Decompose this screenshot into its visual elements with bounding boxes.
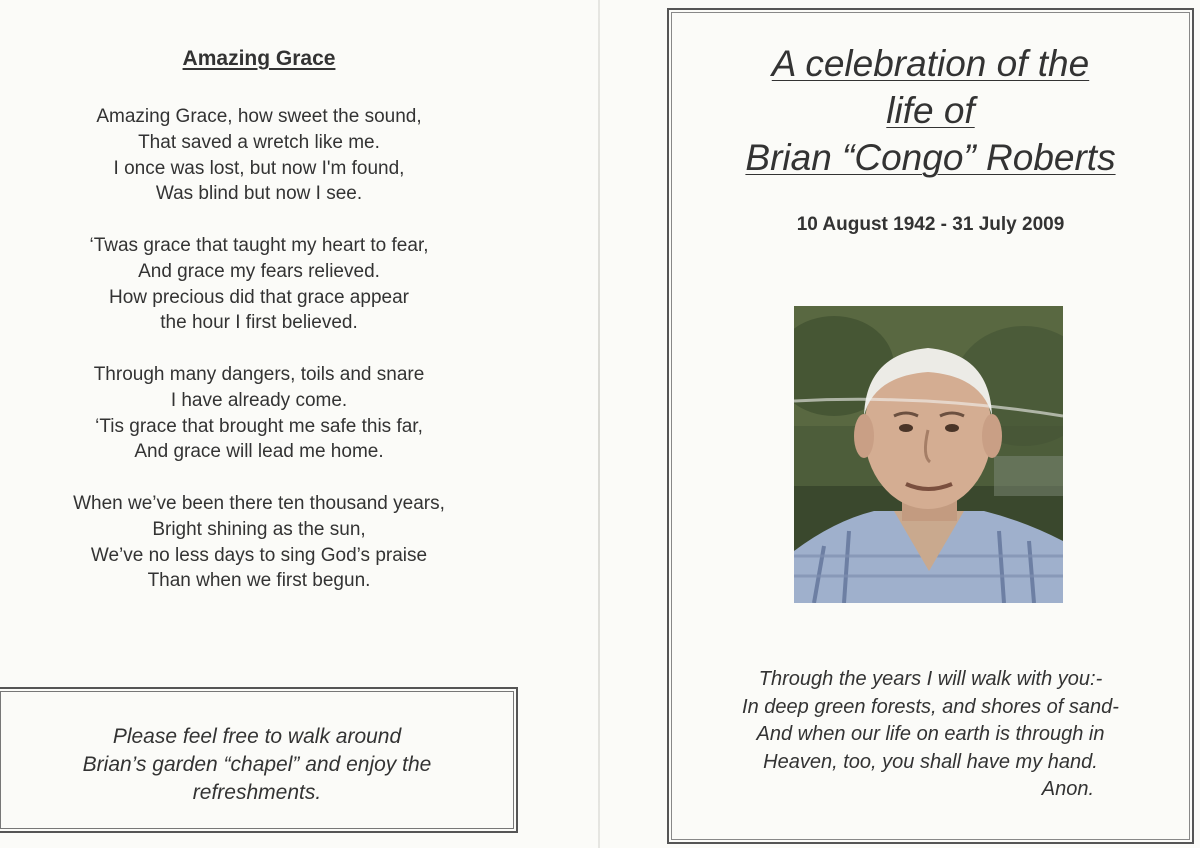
lyric-line: We’ve no less days to sing God’s praise — [90, 544, 428, 566]
lyric-line: How precious did that grace appear — [109, 286, 409, 308]
lyric-line: ‘Twas grace that taught my heart to fear, — [89, 234, 429, 256]
lyric-line: Was blind but now I see. — [155, 183, 363, 205]
portrait-photo — [794, 306, 1063, 603]
hymn-verse-1 — [0, 104, 518, 207]
lyric-line: ‘Tis grace that brought me safe this far, — [95, 415, 423, 437]
cover-title-line: life of — [886, 90, 975, 131]
lyric-line: I once was lost, but now I'm found, — [113, 157, 405, 179]
cover-title-line: A celebration of the — [771, 43, 1090, 84]
lyric-line: the hour I first believed. — [160, 312, 358, 334]
lyric-line: Bright shining as the sun, — [152, 518, 366, 540]
notice-line: refreshments. — [192, 781, 322, 804]
notice-line: Brian’s garden “chapel” and enjoy the — [82, 753, 432, 776]
hymn-lyrics — [0, 104, 518, 620]
memorial-poem — [667, 666, 1194, 804]
hymn-verse-2 — [0, 233, 518, 336]
hymn-title: Amazing Grace — [182, 47, 336, 70]
lyric-line: I have already come. — [170, 389, 348, 411]
lyric-line: That saved a wretch like me. — [138, 131, 380, 153]
poem-line: In deep green forests, and shores of sand- — [742, 695, 1119, 718]
portrait-illustration — [794, 306, 1063, 603]
lyric-line: Through many dangers, toils and snare — [93, 363, 425, 385]
notice-box — [0, 687, 518, 833]
notice-text — [0, 723, 516, 807]
poem-line: And when our life on earth is through in — [756, 723, 1105, 745]
life-dates: 10 August 1942 - 31 July 2009 — [796, 214, 1065, 235]
poem-author: Anon. — [1041, 778, 1094, 800]
lyric-line: Than when we first begun. — [147, 570, 371, 592]
lyric-line: Amazing Grace, how sweet the sound, — [96, 106, 422, 127]
page-fold — [598, 0, 600, 848]
cover-title-line: Brian “Congo” Roberts — [745, 137, 1116, 178]
cover-title — [667, 40, 1194, 181]
lyric-line: When we’ve been there ten thousand years, — [73, 492, 445, 514]
notice-line: Please feel free to walk around — [112, 725, 402, 748]
poem-line: Heaven, too, you shall have my hand. — [763, 750, 1098, 773]
lyric-line: And grace will lead me home. — [134, 441, 384, 463]
hymn-verse-4 — [0, 491, 518, 594]
poem-line: Through the years I will walk with you:- — [758, 668, 1103, 690]
hymn-verse-3 — [0, 362, 518, 465]
lyric-line: And grace my fears relieved. — [138, 260, 380, 282]
